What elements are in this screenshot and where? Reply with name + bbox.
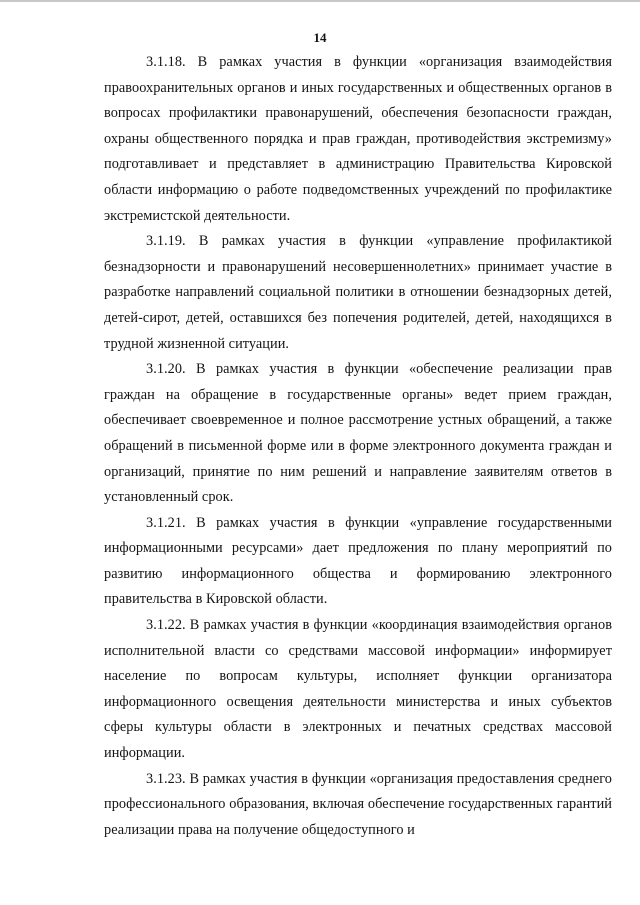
paragraph-3-1-22: 3.1.22. В рамках участия в функции «координация взаимодействия органов исполнительной власти со средствами массовой информации» информирует население по вопросам культуры, исполняет функции организатора информационного освещения деятельности министерства и иных субъектов сферы культуры области в электронных и печатных средствах массовой информации. bbox=[104, 617, 612, 762]
paragraph-3-1-23: 3.1.23. В рамках участия в функции «организация предоставления среднего профессионального образования, включая обеспечение государственных гарантий реализации права на получение общедоступного и bbox=[104, 770, 612, 838]
paragraph-3-1-21: 3.1.21. В рамках участия в функции «управление государственными информационными ресурсами» дает предложения по плану мероприятий по развитию информационного общества и формированию электронного правительства в Кировской области. bbox=[104, 514, 612, 608]
document-body bbox=[104, 50, 612, 843]
paragraph-3-1-19: 3.1.19. В рамках участия в функции «управление профилактикой безнадзорности и правонарушений несовершеннолетних» принимает участие в разработке направлений социальной политики в отношении безнадзорных детей, детей-сирот, детей, оставшихся без попечения родителей, детей, находящихся в трудной жизненной ситуации. bbox=[104, 233, 612, 352]
page-number: 14 bbox=[313, 30, 327, 45]
paragraph-3-1-20: 3.1.20. В рамках участия в функции «обеспечение реализации прав граждан на обращение в государственные органы» ведет прием граждан, обеспечивает своевременное и полное рассмотрение устных обращений, а также обращений в письменной форме или в форме электронного документа граждан и организаций, принятие по ним решений и направление заявителям ответов в установленный срок. bbox=[104, 361, 612, 506]
paragraph-3-1-18: 3.1.18. В рамках участия в функции «организация взаимодействия правоохранительных органов и иных государственных и общественных органов в вопросах профилактики правонарушений, обеспечения безопасности граждан, охраны общественного порядка и прав граждан, противодействия экстремизму» подготавливает и представляет в администрацию Правительства Кировской области информацию о работе подведомственных учреждений по профилактике экстремистской деятельности. bbox=[104, 54, 612, 224]
